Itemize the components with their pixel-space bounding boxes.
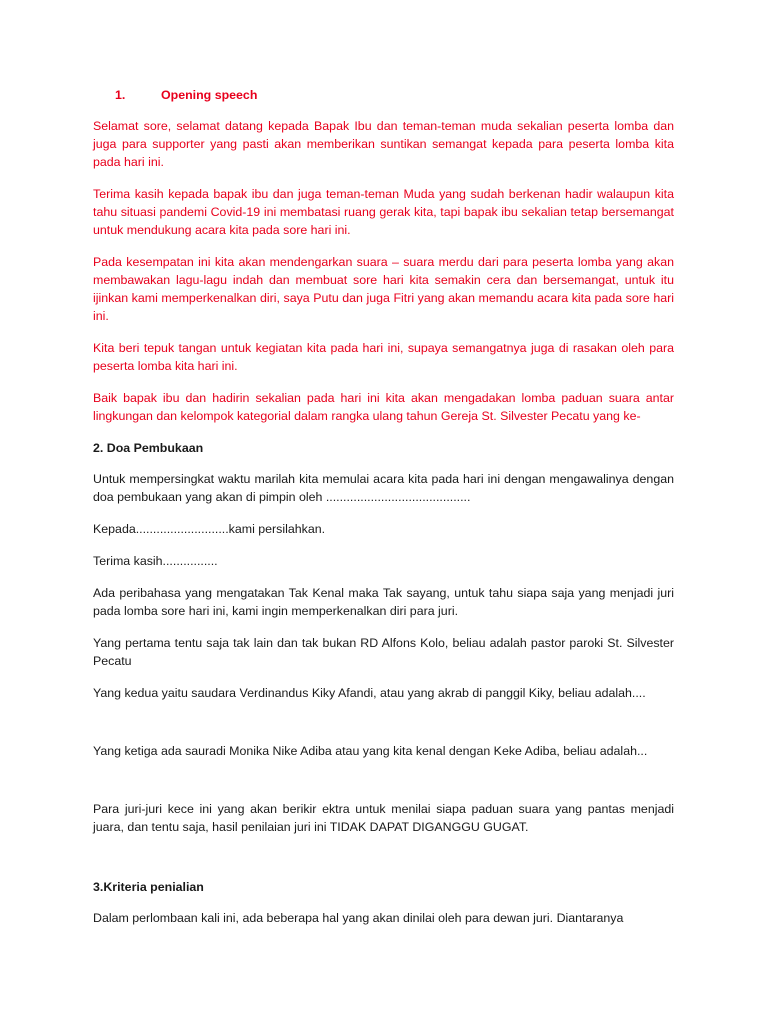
section-1-number: 1.: [115, 88, 126, 102]
section-2-paragraph-7: Yang ketiga ada sauradi Monika Nike Adiba atau yang kita kenal dengan Keke Adiba, beliau adalah...: [93, 744, 648, 758]
section-1-heading: [93, 86, 674, 104]
section-2-paragraph-2: Kepada...........................kami persilahkan.: [93, 522, 326, 536]
section-2-paragraph-5: Yang pertama tentu saja tak lain dan tak bukan RD Alfons Kolo, beliau adalah pastor paroki St. Silvester Pecatu: [93, 636, 674, 668]
section-1-paragraph-5: Baik bapak ibu dan hadirin sekalian pada hari ini kita akan mengadakan lomba paduan suara antar lingkungan dan kelompok kategorial dalam rangka ulang tahun Gereja St. Silvester Pecatu yang ke-: [93, 391, 674, 423]
section-2-paragraph-4: Ada peribahasa yang mengatakan Tak Kenal maka Tak sayang, untuk tahu siapa saja yang menjadi juri pada lomba sore hari ini, kami ingin memperkenalkan diri para juri.: [93, 586, 674, 618]
section-3-heading: 3.Kriteria penialian: [93, 880, 204, 894]
section-2-paragraph-1: Untuk mempersingkat waktu marilah kita memulai acara kita pada hari ini dengan mengawalinya dengan doa pembukaan yang akan di pimpin oleh ..........................................: [93, 472, 674, 504]
section-2-heading: 2. Doa Pembukaan: [93, 441, 204, 455]
section-1-title: Opening speech: [161, 88, 258, 102]
section-1-paragraph-1: Selamat sore, selamat datang kepada Bapak Ibu dan teman-teman muda sekalian peserta lomba dan juga para supporter yang pasti akan memberikan suntikan semangat kepada para peserta lomba kita pada hari ini.: [93, 119, 674, 169]
section-2-paragraph-6: Yang kedua yaitu saudara Verdinandus Kiky Afandi, atau yang akrab di panggil Kiky, beliau adalah....: [93, 686, 646, 700]
section-2-paragraph-3: Terima kasih................: [93, 554, 218, 568]
section-2-paragraph-8: Para juri-juri kece ini yang akan berikir ektra untuk menilai siapa paduan suara yang pantas menjadi juara, dan tentu saja, hasil penilaian juri ini TIDAK DAPAT DIGANGGU GUGAT.: [93, 802, 674, 834]
section-1-paragraph-2: Terima kasih kepada bapak ibu dan juga teman-teman Muda yang sudah berkenan hadir walaupun kita tahu situasi pandemi Covid-19 ini membatasi ruang gerak kita, tapi bapak ibu sekalian tetap bersemangat untuk mendukung acara kita pada sore hari ini.: [93, 187, 674, 237]
document-content: [93, 86, 674, 941]
section-3-paragraph-1: Dalam perlombaan kali ini, ada beberapa hal yang akan dinilai oleh para dewan juri. Diantaranya: [93, 911, 624, 925]
section-1-paragraph-4: Kita beri tepuk tangan untuk kegiatan kita pada hari ini, supaya semangatnya juga di rasakan oleh para peserta lomba kita hari ini.: [93, 341, 674, 373]
section-1-paragraph-3: Pada kesempatan ini kita akan mendengarkan suara – suara merdu dari para peserta lomba yang akan membawakan lagu-lagu indah dan membuat sore hari kita semakin cera dan bersemangat, untuk itu ijinkan kami memperkenalkan diri, saya Putu dan juga Fitri yang akan memandu acara kita pada sore hari ini.: [93, 255, 674, 323]
